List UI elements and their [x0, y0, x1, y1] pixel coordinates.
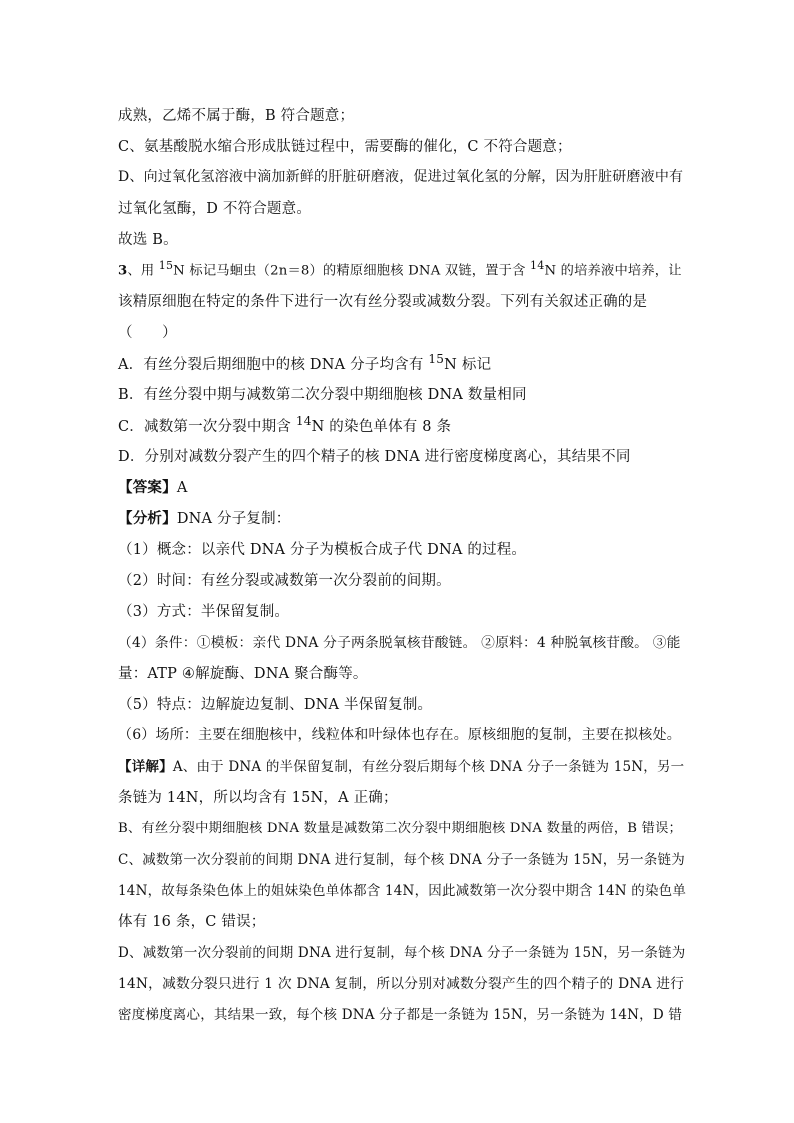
- analysis-item: （6）场所：主要在细胞核中，线粒体和叶绿体也存在。原核细胞的复制，主要在拟核处。: [118, 727, 681, 743]
- detail-line: C、减数第一次分裂前的间期 DNA 进行复制，每个核 DNA 分子一条链为 15N，另一条链为: [118, 852, 685, 868]
- option-b: B．有丝分裂中期与减数第二次分裂中期细胞核 DNA 数量相同: [118, 387, 527, 403]
- option-d: D．分别对减数分裂产生的四个精子的核 DNA 进行密度梯度离心，其结果不同: [118, 449, 631, 465]
- isotope-superscript: 14: [295, 414, 312, 428]
- answer-value: A: [176, 480, 188, 496]
- analysis-line: 【分析】DNA 分子复制：: [118, 510, 291, 527]
- analysis-item: （3）方式：半保留复制。: [118, 604, 290, 620]
- paragraph-text: 成熟，乙烯不属于酶，B 符合题意；: [118, 108, 355, 124]
- detail-line: 【详解】A、由于 DNA 的半保留复制，有丝分裂后期每个核 DNA 分子一条链为 15N，另一: [118, 759, 685, 775]
- answer-line: [118, 476, 187, 497]
- paragraph-text: C、氨基酸脱水缩合形成肽链过程中，需要酶的催化，C 不符合题意；: [118, 139, 572, 155]
- detail-line: 密度梯度离心，其结果一致，每个核 DNA 分子都是一条链为 15N，另一条链为 14N，D 错: [118, 1007, 683, 1023]
- analysis-item: 量：ATP ④解旋酶、DNA 聚合酶等。: [118, 666, 368, 682]
- paragraph-text: 故选 B。: [118, 232, 178, 248]
- paragraph-text: D、向过氧化氢溶液中滴加新鲜的肝脏研磨液，促进过氧化氢的分解，因为肝脏研磨液中有: [118, 169, 684, 185]
- analysis-label: 【分析】: [118, 510, 177, 527]
- isotope-superscript: 15: [428, 352, 445, 366]
- analysis-item: （2）时间：有丝分裂或减数第一次分裂前的间期。: [118, 573, 451, 589]
- detail-line: 14N，减数分裂只进行 1 次 DNA 复制，所以分别对减数分裂产生的四个精子的 DNA 进行: [118, 976, 685, 992]
- detail-line: 14N，故每条染色体上的姐妹染色单体都含 14N，因此减数第一次分裂中期含 14N 的染色单: [118, 883, 687, 899]
- analysis-item: （4）条件：①模板：亲代 DNA 分子两条脱氧核苷酸链。 ②原料：4 种脱氧核苷酸。 ③能: [118, 635, 681, 651]
- detail-line: B、有丝分裂中期细胞核 DNA 数量是减数第二次分裂中期细胞核 DNA 数量的两倍，B 错误；: [118, 821, 683, 836]
- option-c: C．减数第一次分裂中期含 $^{14}$N 的染色单体有 8 条: [118, 414, 452, 435]
- answer-blank: （ ）: [118, 325, 177, 341]
- question-stem-line: 3、用 $^{15}$N 标记马蛔虫（2n＝8）的精原细胞核 DNA 双链，置于含 $^{14}$N 的培养液中培养，让: [118, 259, 682, 279]
- analysis-item: （1）概念：以亲代 DNA 分子为模板合成子代 DNA 的过程。: [118, 542, 527, 558]
- question-number: 3: [118, 263, 128, 279]
- detail-label: 【详解】: [118, 759, 173, 775]
- detail-line: 体有 16 条，C 错误；: [118, 914, 266, 930]
- isotope-superscript: 14: [530, 259, 545, 272]
- answer-label: 【答案】: [118, 479, 177, 496]
- detail-line: D、减数第一次分裂前的间期 DNA 进行复制，每个核 DNA 分子一条链为 15N，另一条链为: [118, 945, 686, 961]
- analysis-item: （5）特点：边解旋边复制、DNA 半保留复制。: [118, 697, 433, 713]
- isotope-superscript: 15: [158, 259, 174, 272]
- detail-line: 条链为 14N，所以均含有 15N，A 正确；: [118, 790, 398, 806]
- paragraph-text: 过氧化氢酶，D 不符合题意。: [118, 201, 312, 217]
- option-a: A．有丝分裂后期细胞中的核 DNA 分子均含有 $^{15}$N 标记: [118, 352, 492, 373]
- question-stem-line: 该精原细胞在特定的条件下进行一次有丝分裂或减数分裂。下列有关叙述正确的是: [118, 294, 648, 310]
